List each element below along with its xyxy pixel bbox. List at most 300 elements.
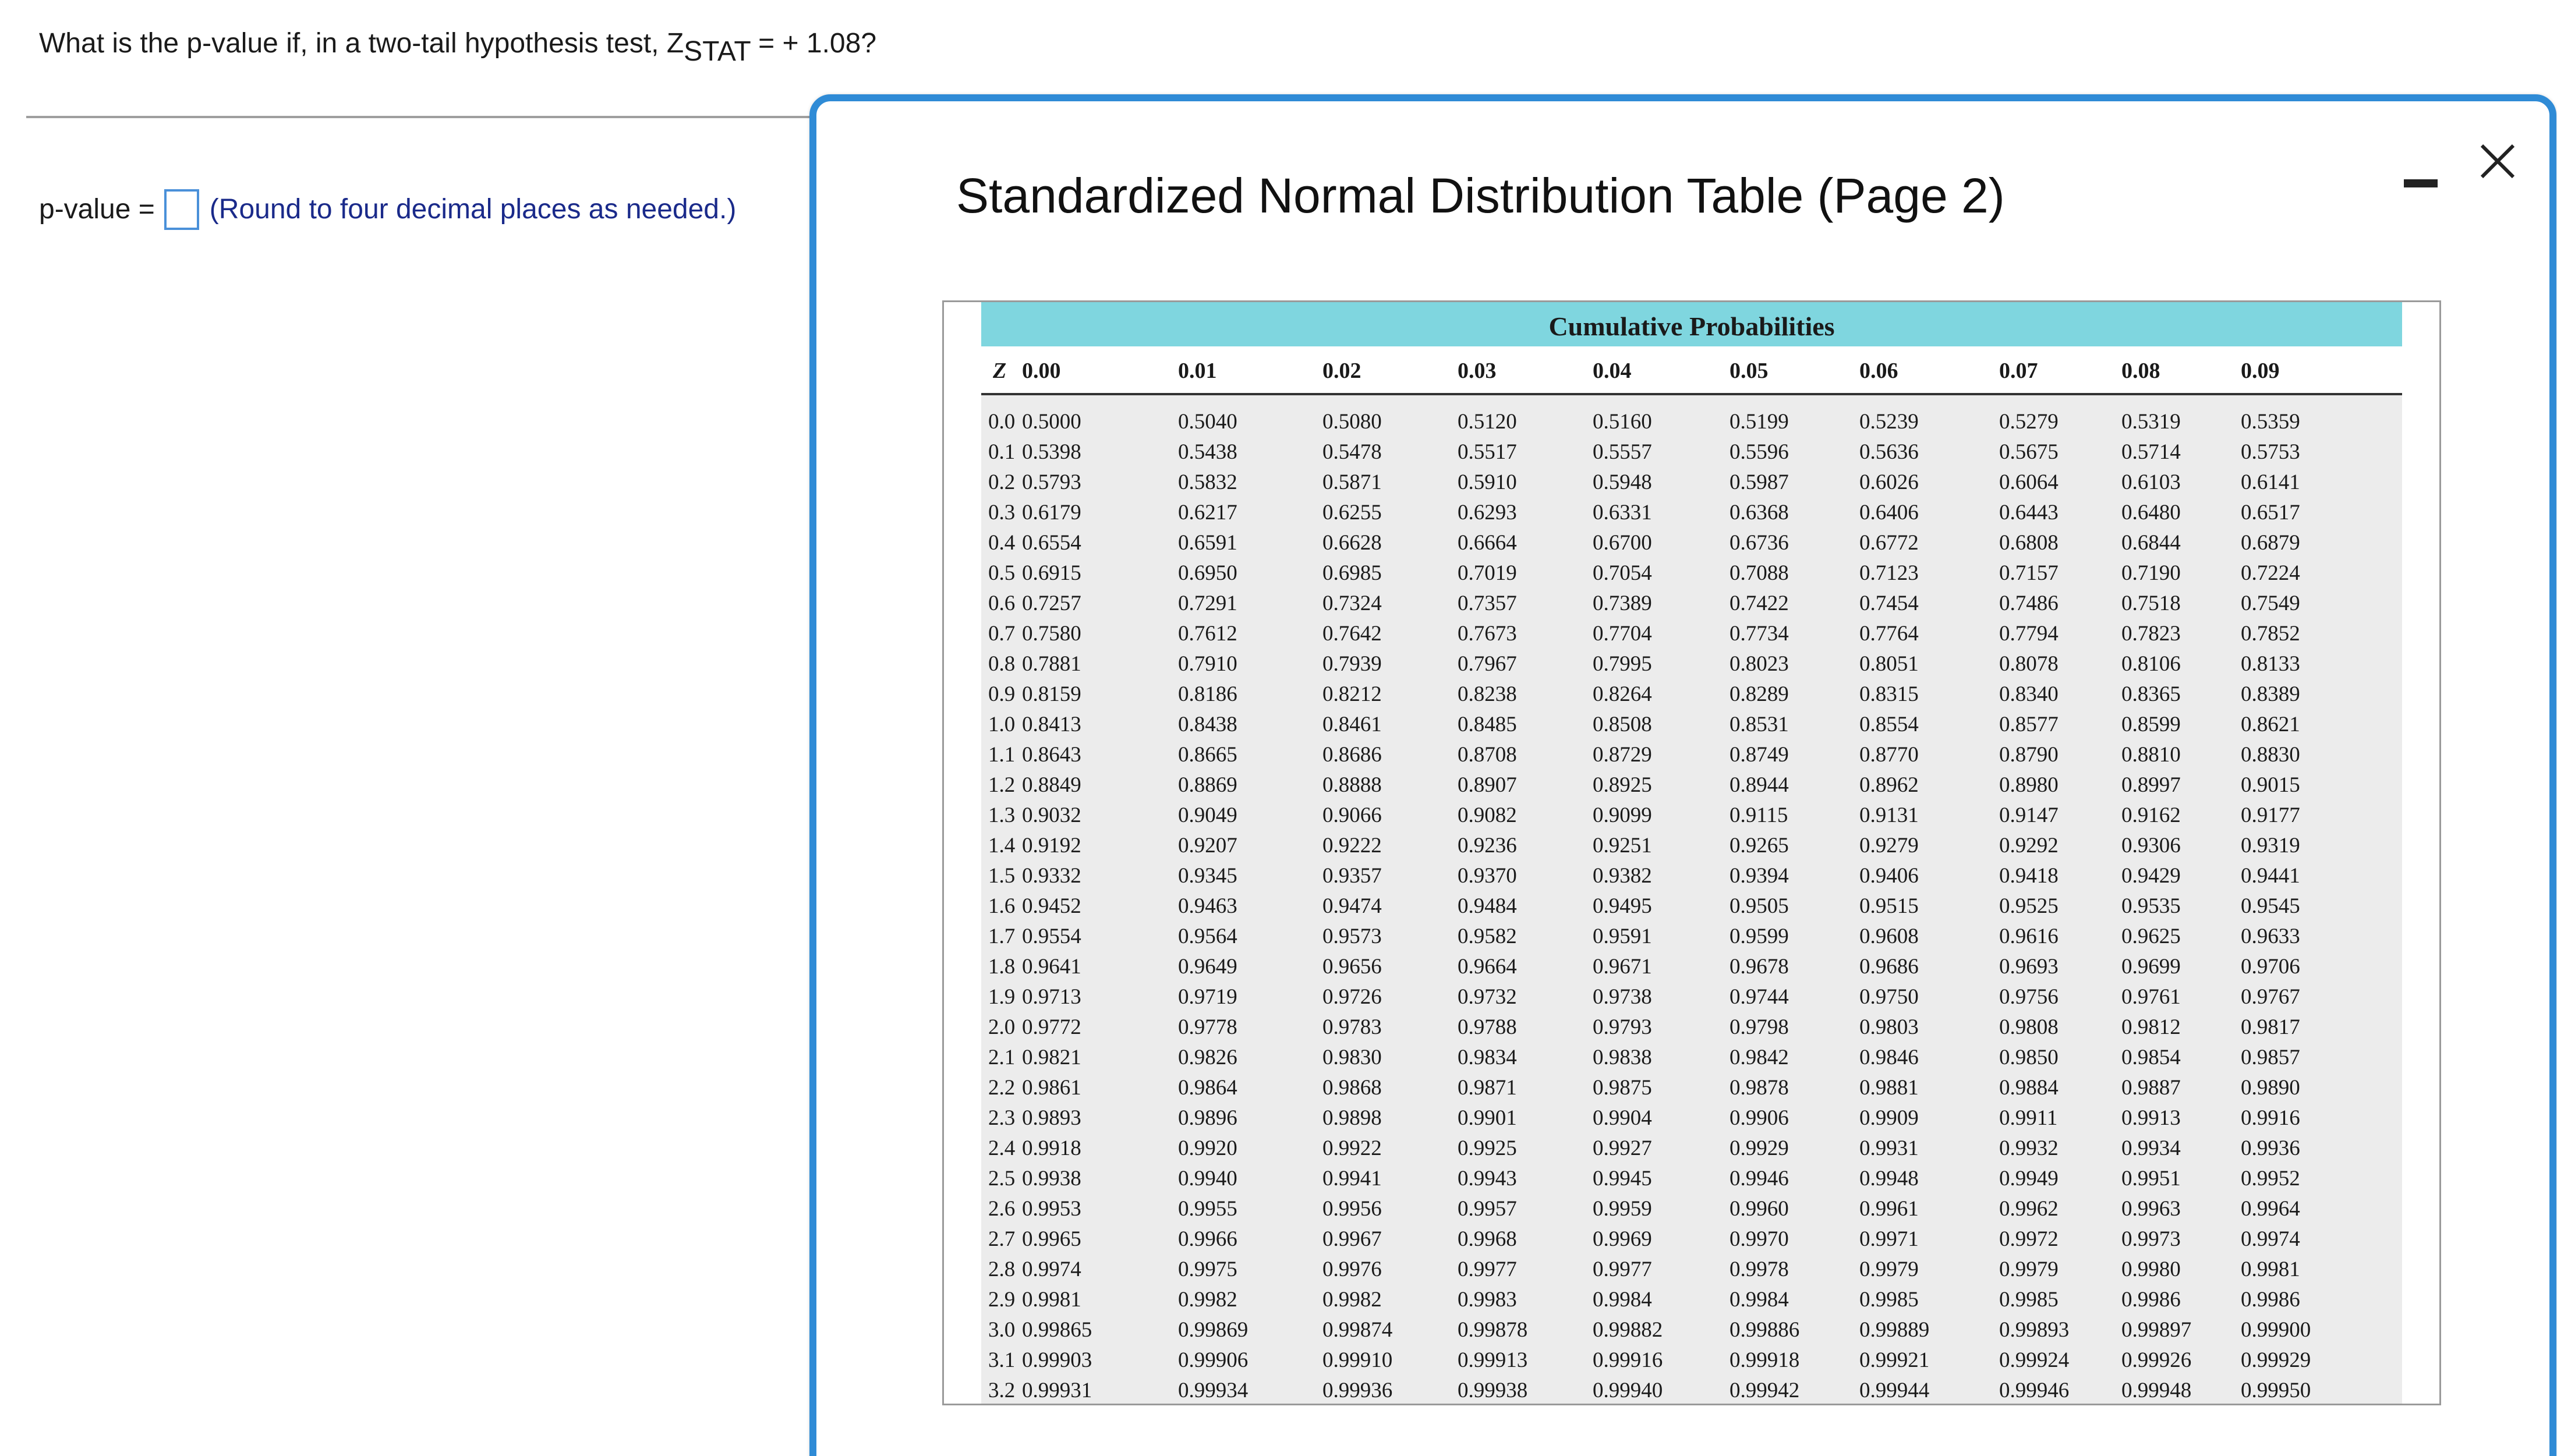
- probability-cell: 0.99940: [1593, 1379, 1663, 1402]
- probability-cell: 0.8749: [1730, 743, 1789, 767]
- probability-cell: 0.99869: [1178, 1318, 1249, 1342]
- probability-cell: 0.8599: [2121, 713, 2181, 736]
- table-row: [981, 1012, 2402, 1043]
- probability-cell: 0.9909: [1859, 1106, 1919, 1130]
- probability-cell: 0.7764: [1859, 622, 1919, 646]
- probability-cell: 0.9750: [1859, 985, 1919, 1009]
- probability-cell: 0.7734: [1730, 622, 1789, 646]
- z-value: 2.8: [988, 1257, 1016, 1281]
- probability-cell: 0.99931: [1022, 1379, 1092, 1402]
- probability-cell: 0.7190: [2121, 561, 2181, 585]
- z-column-header: Z: [993, 359, 1007, 383]
- probability-cell: 0.6736: [1730, 531, 1789, 555]
- z-value: 1.5: [988, 864, 1016, 888]
- z-value: 2.5: [988, 1167, 1016, 1191]
- probability-cell: 0.9842: [1730, 1046, 1789, 1069]
- column-header: 0.01: [1178, 359, 1217, 383]
- probability-cell: 0.8508: [1593, 713, 1652, 736]
- probability-cell: 0.6255: [1322, 501, 1382, 525]
- probability-cell: 0.9429: [2121, 864, 2181, 888]
- probability-cell: 0.9582: [1458, 924, 1517, 948]
- probability-cell: 0.9545: [2241, 894, 2300, 918]
- probability-cell: 0.99903: [1022, 1348, 1092, 1372]
- probability-cell: 0.5596: [1730, 440, 1789, 464]
- probability-cell: 0.99918: [1730, 1348, 1800, 1372]
- z-value: 1.6: [988, 894, 1016, 918]
- probability-cell: 0.8621: [2241, 713, 2300, 736]
- probability-cell: 0.9953: [1022, 1197, 1081, 1221]
- table-row: [981, 1164, 2402, 1194]
- z-value: 2.6: [988, 1197, 1016, 1221]
- probability-cell: 0.7612: [1178, 622, 1237, 646]
- probability-cell: 0.8643: [1022, 743, 1081, 767]
- probability-cell: 0.5398: [1022, 440, 1081, 464]
- probability-cell: 0.5319: [2121, 410, 2181, 434]
- table-row: [981, 1255, 2402, 1285]
- table-row: [981, 982, 2402, 1012]
- probability-cell: 0.9625: [2121, 924, 2181, 948]
- probability-cell: 0.9913: [2121, 1106, 2181, 1130]
- probability-cell: 0.9370: [1458, 864, 1517, 888]
- probability-cell: 0.8770: [1859, 743, 1919, 767]
- probability-cell: 0.99906: [1178, 1348, 1249, 1372]
- probability-cell: 0.9162: [2121, 803, 2181, 827]
- z-value: 2.1: [988, 1046, 1016, 1069]
- cumulative-probabilities-header: Cumulative Probabilities: [981, 302, 2402, 346]
- probability-cell: 0.9984: [1593, 1288, 1652, 1312]
- column-header: 0.09: [2241, 359, 2280, 383]
- probability-cell: 0.5000: [1022, 410, 1081, 434]
- probability-cell: 0.8980: [1999, 773, 2059, 797]
- probability-cell: 0.9976: [1322, 1257, 1382, 1281]
- probability-cell: 0.9884: [1999, 1076, 2059, 1100]
- probability-cell: 0.9463: [1178, 894, 1237, 918]
- probability-cell: 0.9932: [1999, 1136, 2059, 1160]
- probability-cell: 0.99874: [1322, 1318, 1393, 1342]
- column-header-row: [981, 346, 2402, 395]
- probability-cell: 0.9864: [1178, 1076, 1237, 1100]
- probability-cell: 0.6664: [1458, 531, 1517, 555]
- probability-cell: 0.9306: [2121, 834, 2181, 858]
- probability-cell: 0.9922: [1322, 1136, 1382, 1160]
- probability-cell: 0.7324: [1322, 591, 1382, 615]
- probability-cell: 0.9951: [2121, 1167, 2181, 1191]
- table-row: [981, 1315, 2402, 1345]
- probability-cell: 0.5040: [1178, 410, 1237, 434]
- close-icon[interactable]: [2478, 142, 2517, 180]
- probability-cell: 0.9979: [1859, 1257, 1919, 1281]
- probability-cell: 0.99878: [1458, 1318, 1528, 1342]
- probability-cell: 0.99910: [1322, 1348, 1393, 1372]
- probability-cell: 0.9957: [1458, 1197, 1517, 1221]
- table-row: [981, 437, 2402, 467]
- probability-cell: 0.6628: [1322, 531, 1382, 555]
- probability-cell: 0.9911: [1999, 1106, 2058, 1130]
- probability-cell: 0.9868: [1322, 1076, 1382, 1100]
- answer-label: p-value =: [39, 194, 155, 225]
- probability-cell: 0.9977: [1593, 1257, 1652, 1281]
- z-value: 2.9: [988, 1288, 1016, 1312]
- probability-cell: 0.7673: [1458, 622, 1517, 646]
- probability-cell: 0.9525: [1999, 894, 2059, 918]
- probability-cell: 0.9131: [1859, 803, 1919, 827]
- probability-cell: 0.9906: [1730, 1106, 1789, 1130]
- probability-cell: 0.9406: [1859, 864, 1919, 888]
- probability-cell: 0.8051: [1859, 652, 1919, 676]
- probability-cell: 0.9893: [1022, 1106, 1081, 1130]
- probability-cell: 0.6985: [1322, 561, 1382, 585]
- table-row: [981, 498, 2402, 528]
- probability-cell: 0.8925: [1593, 773, 1652, 797]
- probability-cell: 0.9664: [1458, 955, 1517, 979]
- probability-cell: 0.7357: [1458, 591, 1517, 615]
- z-value: 0.4: [988, 531, 1016, 555]
- table-row: [981, 467, 2402, 498]
- probability-cell: 0.9934: [2121, 1136, 2181, 1160]
- probability-cell: 0.9977: [1458, 1257, 1517, 1281]
- probability-cell: 0.6368: [1730, 501, 1789, 525]
- probability-cell: 0.99926: [2121, 1348, 2192, 1372]
- probability-cell: 0.9251: [1593, 834, 1652, 858]
- probability-cell: 0.9015: [2241, 773, 2300, 797]
- probability-cell: 0.5080: [1322, 410, 1382, 434]
- probability-cell: 0.5359: [2241, 410, 2300, 434]
- probability-cell: 0.9962: [1999, 1197, 2059, 1221]
- probability-cell: 0.9985: [1999, 1288, 2059, 1312]
- probability-cell: 0.9778: [1178, 1015, 1237, 1039]
- z-value: 1.9: [988, 985, 1016, 1009]
- column-header: 0.00: [1022, 359, 1061, 383]
- probability-cell: 0.9964: [2241, 1197, 2300, 1221]
- probability-cell: 0.9952: [2241, 1167, 2300, 1191]
- probability-cell: 0.8106: [2121, 652, 2181, 676]
- probability-cell: 0.99882: [1593, 1318, 1663, 1342]
- probability-cell: 0.6808: [1999, 531, 2059, 555]
- probability-cell: 0.9854: [2121, 1046, 2181, 1069]
- probability-cell: 0.9292: [1999, 834, 2059, 858]
- probability-cell: 0.9793: [1593, 1015, 1652, 1039]
- probability-cell: 0.5910: [1458, 470, 1517, 494]
- probability-cell: 0.9222: [1322, 834, 1382, 858]
- probability-cell: 0.5871: [1322, 470, 1382, 494]
- probability-cell: 0.8289: [1730, 682, 1789, 706]
- normal-table: [981, 302, 2402, 1404]
- column-header: 0.08: [2121, 359, 2160, 383]
- probability-cell: 0.99938: [1458, 1379, 1528, 1402]
- probability-cell: 0.9345: [1178, 864, 1237, 888]
- probability-cell: 0.9099: [1593, 803, 1652, 827]
- probability-cell: 0.9817: [2241, 1015, 2300, 1039]
- probability-cell: 0.9878: [1730, 1076, 1789, 1100]
- probability-cell: 0.9756: [1999, 985, 2059, 1009]
- probability-cell: 0.9505: [1730, 894, 1789, 918]
- probability-cell: 0.9975: [1178, 1257, 1237, 1281]
- probability-cell: 0.7486: [1999, 591, 2059, 615]
- table-row: [981, 922, 2402, 952]
- question-prefix: What is the p-value if, in a two-tail hypothesis test, Z: [39, 28, 684, 59]
- z-value: 1.0: [988, 713, 1016, 736]
- probability-cell: 0.8869: [1178, 773, 1237, 797]
- table-row: [981, 619, 2402, 649]
- column-header: 0.07: [1999, 359, 2038, 383]
- probability-cell: 0.8830: [2241, 743, 2300, 767]
- probability-cell: 0.8186: [1178, 682, 1237, 706]
- probability-cell: 0.9898: [1322, 1106, 1382, 1130]
- probability-cell: 0.9974: [1022, 1257, 1081, 1281]
- probability-cell: 0.9961: [1859, 1197, 1919, 1221]
- probability-cell: 0.99913: [1458, 1348, 1528, 1372]
- probability-cell: 0.9955: [1178, 1197, 1237, 1221]
- probability-cell: 0.7291: [1178, 591, 1237, 615]
- probability-cell: 0.99921: [1859, 1348, 1930, 1372]
- probability-cell: 0.6591: [1178, 531, 1237, 555]
- probability-cell: 0.9875: [1593, 1076, 1652, 1100]
- probability-cell: 0.9554: [1022, 924, 1081, 948]
- probability-cell: 0.9945: [1593, 1167, 1652, 1191]
- probability-cell: 0.8365: [2121, 682, 2181, 706]
- probability-cell: 0.6844: [2121, 531, 2181, 555]
- probability-cell: 0.9279: [1859, 834, 1919, 858]
- probability-cell: 0.9641: [1022, 955, 1081, 979]
- probability-cell: 0.9846: [1859, 1046, 1919, 1069]
- probability-cell: 0.9699: [2121, 955, 2181, 979]
- probability-cell: 0.7967: [1458, 652, 1517, 676]
- probability-cell: 0.6554: [1022, 531, 1081, 555]
- minimize-icon[interactable]: [2404, 160, 2438, 194]
- probability-cell: 0.6217: [1178, 501, 1237, 525]
- table-row: [981, 952, 2402, 982]
- probability-cell: 0.7910: [1178, 652, 1237, 676]
- probability-cell: 0.7224: [2241, 561, 2300, 585]
- question-text: [39, 23, 877, 67]
- z-value: 1.8: [988, 955, 1016, 979]
- table-body: [981, 395, 2402, 1404]
- probability-cell: 0.9693: [1999, 955, 2059, 979]
- probability-cell: 0.5279: [1999, 410, 2059, 434]
- probability-cell: 0.8997: [2121, 773, 2181, 797]
- probability-cell: 0.6179: [1022, 501, 1081, 525]
- probability-cell: 0.7794: [1999, 622, 2059, 646]
- probability-cell: 0.9929: [1730, 1136, 1789, 1160]
- probability-cell: 0.8962: [1859, 773, 1919, 797]
- probability-cell: 0.7580: [1022, 622, 1081, 646]
- probability-cell: 0.9678: [1730, 955, 1789, 979]
- probability-cell: 0.9920: [1178, 1136, 1237, 1160]
- z-value: 0.6: [988, 591, 1016, 615]
- probability-cell: 0.6406: [1859, 501, 1919, 525]
- table-row: [981, 1345, 2402, 1376]
- z-value: 3.1: [988, 1348, 1016, 1372]
- probability-cell: 0.9803: [1859, 1015, 1919, 1039]
- probability-cell: 0.9772: [1022, 1015, 1081, 1039]
- probability-cell: 0.5948: [1593, 470, 1652, 494]
- probability-cell: 0.9564: [1178, 924, 1237, 948]
- z-value: 3.0: [988, 1318, 1016, 1342]
- table-row: [981, 861, 2402, 891]
- probability-cell: 0.99942: [1730, 1379, 1800, 1402]
- probability-cell: 0.9726: [1322, 985, 1382, 1009]
- table-row: [981, 1043, 2402, 1073]
- probability-cell: 0.6026: [1859, 470, 1919, 494]
- probability-cell: 0.99897: [2121, 1318, 2192, 1342]
- probability-cell: 0.9968: [1458, 1227, 1517, 1251]
- probability-cell: 0.9970: [1730, 1227, 1789, 1251]
- probability-cell: 0.6443: [1999, 501, 2059, 525]
- probability-cell: 0.9901: [1458, 1106, 1517, 1130]
- probability-cell: 0.99889: [1859, 1318, 1930, 1342]
- probability-cell: 0.9871: [1458, 1076, 1517, 1100]
- z-value: 1.4: [988, 834, 1016, 858]
- probability-cell: 0.5438: [1178, 440, 1237, 464]
- probability-cell: 0.8810: [2121, 743, 2181, 767]
- probability-cell: 0.9959: [1593, 1197, 1652, 1221]
- probability-cell: 0.9319: [2241, 834, 2300, 858]
- probability-cell: 0.99946: [1999, 1379, 2070, 1402]
- probability-cell: 0.5239: [1859, 410, 1919, 434]
- table-row: [981, 1224, 2402, 1255]
- table-row: [981, 558, 2402, 589]
- probability-cell: 0.9931: [1859, 1136, 1919, 1160]
- probability-cell: 0.9978: [1730, 1257, 1789, 1281]
- probability-cell: 0.6950: [1178, 561, 1237, 585]
- probability-cell: 0.9713: [1022, 985, 1081, 1009]
- probability-cell: 0.5517: [1458, 440, 1517, 464]
- z-value: 0.5: [988, 561, 1016, 585]
- probability-cell: 0.9940: [1178, 1167, 1237, 1191]
- probability-cell: 0.8686: [1322, 743, 1382, 767]
- probability-cell: 0.9949: [1999, 1167, 2059, 1191]
- probability-cell: 0.9946: [1730, 1167, 1789, 1191]
- probability-cell: 0.9732: [1458, 985, 1517, 1009]
- probability-cell: 0.9599: [1730, 924, 1789, 948]
- probability-cell: 0.7019: [1458, 561, 1517, 585]
- probability-cell: 0.8461: [1322, 713, 1382, 736]
- probability-cell: 0.9394: [1730, 864, 1789, 888]
- z-value: 0.0: [988, 410, 1016, 434]
- probability-cell: 0.8907: [1458, 773, 1517, 797]
- probability-cell: 0.9357: [1322, 864, 1382, 888]
- probability-cell: 0.7518: [2121, 591, 2181, 615]
- probability-cell: 0.9649: [1178, 955, 1237, 979]
- probability-cell: 0.7389: [1593, 591, 1652, 615]
- z-value: 1.3: [988, 803, 1016, 827]
- probability-cell: 0.9192: [1022, 834, 1081, 858]
- probability-cell: 0.8413: [1022, 713, 1081, 736]
- probability-cell: 0.8238: [1458, 682, 1517, 706]
- probability-cell: 0.7088: [1730, 561, 1789, 585]
- probability-cell: 0.9177: [2241, 803, 2300, 827]
- probability-cell: 0.7257: [1022, 591, 1081, 615]
- probability-cell: 0.7852: [2241, 622, 2300, 646]
- table-row: [981, 589, 2402, 619]
- probability-cell: 0.8531: [1730, 713, 1789, 736]
- probability-cell: 0.9974: [2241, 1227, 2300, 1251]
- probability-cell: 0.9788: [1458, 1015, 1517, 1039]
- table-row: [981, 528, 2402, 558]
- z-value: 1.2: [988, 773, 1016, 797]
- probability-cell: 0.9265: [1730, 834, 1789, 858]
- probability-cell: 0.9938: [1022, 1167, 1081, 1191]
- probability-cell: 0.9986: [2121, 1288, 2181, 1312]
- table-row: [981, 1103, 2402, 1133]
- probability-cell: 0.9979: [1999, 1257, 2059, 1281]
- probability-cell: 0.8159: [1022, 682, 1081, 706]
- probability-cell: 0.9936: [2241, 1136, 2300, 1160]
- column-header: 0.04: [1593, 359, 1632, 383]
- probability-cell: 0.8790: [1999, 743, 2059, 767]
- probability-cell: 0.9515: [1859, 894, 1919, 918]
- table-row: [981, 891, 2402, 922]
- probability-cell: 0.9821: [1022, 1046, 1081, 1069]
- probability-cell: 0.5832: [1178, 470, 1237, 494]
- probability-cell: 0.9983: [1458, 1288, 1517, 1312]
- probability-cell: 0.99950: [2241, 1379, 2311, 1402]
- probability-cell: 0.8212: [1322, 682, 1382, 706]
- probability-cell: 0.9986: [2241, 1288, 2300, 1312]
- probability-cell: 0.5478: [1322, 440, 1382, 464]
- probability-cell: 0.9808: [1999, 1015, 2059, 1039]
- probability-cell: 0.6480: [2121, 501, 2181, 525]
- probability-cell: 0.9982: [1322, 1288, 1382, 1312]
- probability-cell: 0.9332: [1022, 864, 1081, 888]
- probability-cell: 0.9943: [1458, 1167, 1517, 1191]
- probability-cell: 0.9967: [1322, 1227, 1382, 1251]
- probability-cell: 0.99924: [1999, 1348, 2070, 1372]
- probability-cell: 0.9082: [1458, 803, 1517, 827]
- probability-cell: 0.5714: [2121, 440, 2181, 464]
- probability-cell: 0.9887: [2121, 1076, 2181, 1100]
- probability-cell: 0.9783: [1322, 1015, 1382, 1039]
- column-header: 0.02: [1322, 359, 1361, 383]
- probability-cell: 0.8315: [1859, 682, 1919, 706]
- probability-cell: 0.99900: [2241, 1318, 2311, 1342]
- p-value-input[interactable]: [164, 189, 199, 230]
- probability-cell: 0.9956: [1322, 1197, 1382, 1221]
- table-row: [981, 1133, 2402, 1164]
- probability-cell: 0.9798: [1730, 1015, 1789, 1039]
- probability-cell: 0.8264: [1593, 682, 1652, 706]
- probability-cell: 0.6293: [1458, 501, 1517, 525]
- z-value: 1.7: [988, 924, 1016, 948]
- z-value: 0.3: [988, 501, 1016, 525]
- probability-cell: 0.9963: [2121, 1197, 2181, 1221]
- probability-cell: 0.9535: [2121, 894, 2181, 918]
- z-value: 2.4: [988, 1136, 1016, 1160]
- probability-cell: 0.9925: [1458, 1136, 1517, 1160]
- z-value: 3.2: [988, 1379, 1016, 1402]
- probability-cell: 0.7704: [1593, 622, 1652, 646]
- probability-cell: 0.7939: [1322, 652, 1382, 676]
- probability-cell: 0.9985: [1859, 1288, 1919, 1312]
- probability-cell: 0.9941: [1322, 1167, 1382, 1191]
- z-value: 2.7: [988, 1227, 1016, 1251]
- probability-cell: 0.6915: [1022, 561, 1081, 585]
- probability-cell: 0.9850: [1999, 1046, 2059, 1069]
- probability-cell: 0.99893: [1999, 1318, 2070, 1342]
- probability-cell: 0.9834: [1458, 1046, 1517, 1069]
- probability-cell: 0.8389: [2241, 682, 2300, 706]
- probability-cell: 0.9826: [1178, 1046, 1237, 1069]
- column-header: 0.06: [1859, 359, 1898, 383]
- probability-cell: 0.9812: [2121, 1015, 2181, 1039]
- probability-cell: 0.9918: [1022, 1136, 1081, 1160]
- probability-cell: 0.7881: [1022, 652, 1081, 676]
- probability-cell: 0.9738: [1593, 985, 1652, 1009]
- probability-cell: 0.9916: [2241, 1106, 2300, 1130]
- table-row: [981, 1073, 2402, 1103]
- z-value: 0.8: [988, 652, 1016, 676]
- table-row: [981, 1194, 2402, 1224]
